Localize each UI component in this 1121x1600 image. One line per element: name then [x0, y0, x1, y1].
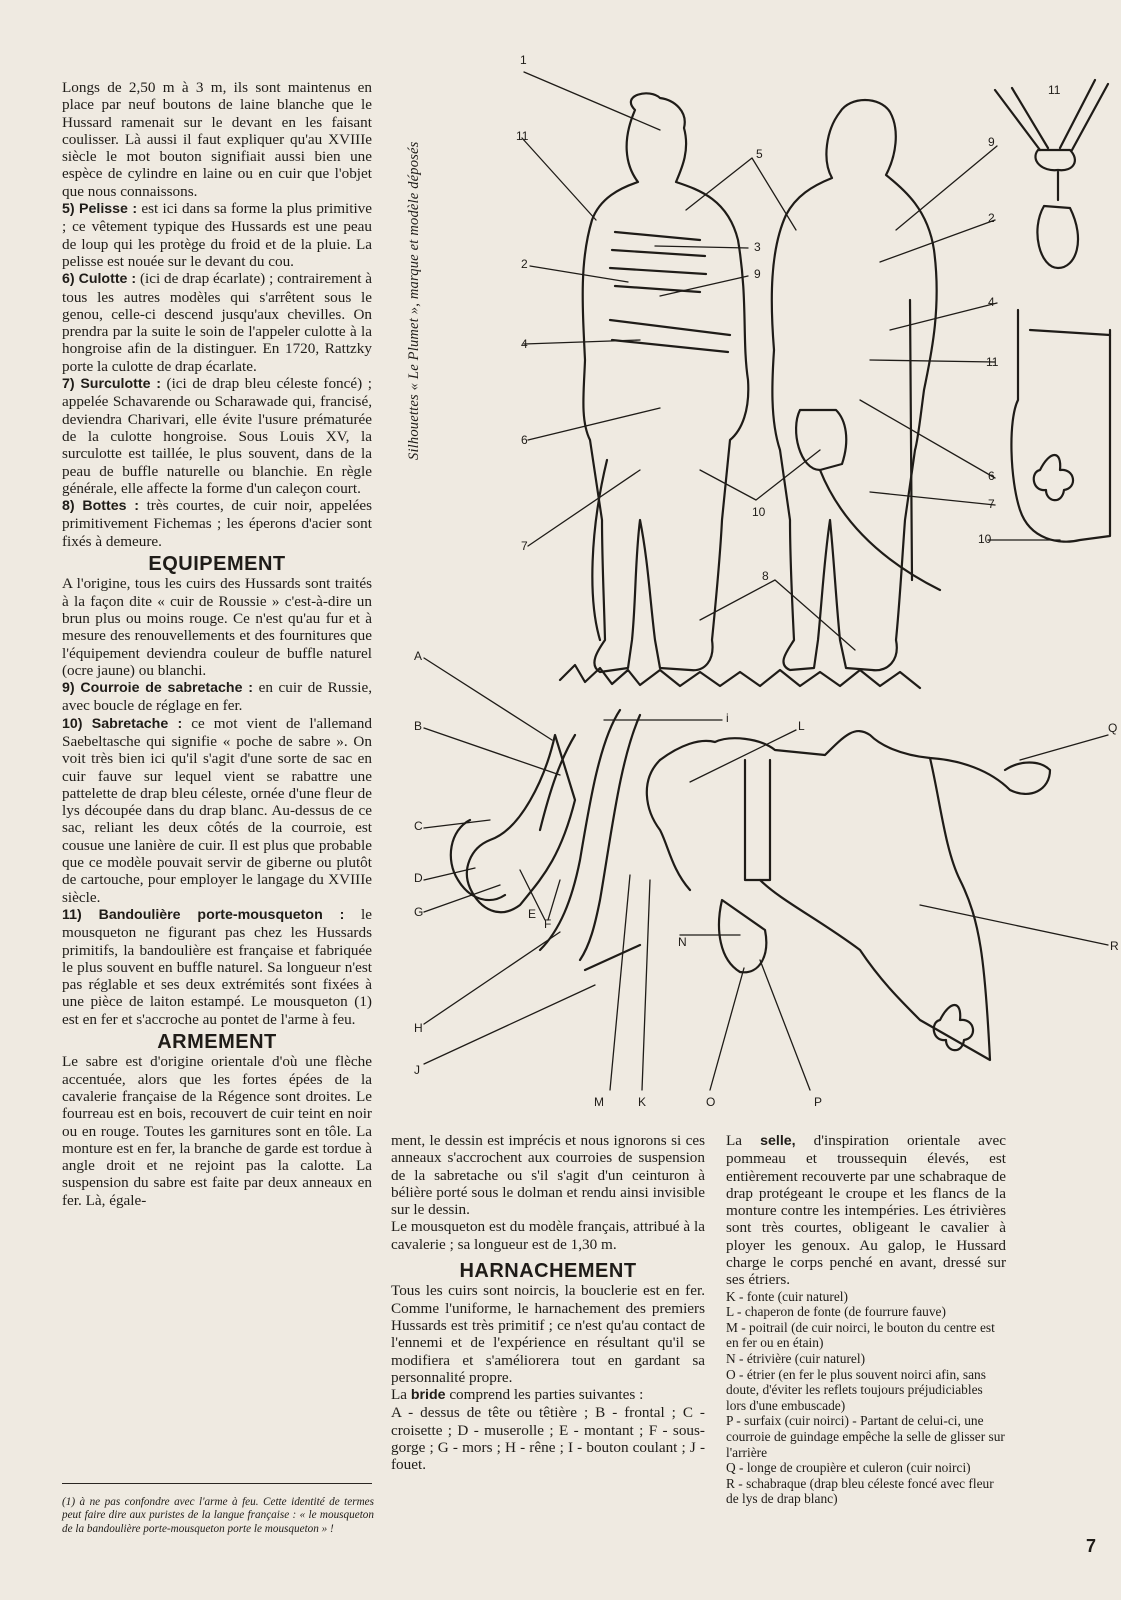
label-10-back: 10: [978, 532, 992, 546]
bride-intro: [391, 1386, 705, 1404]
item-7-text: (ici de drap bleu céleste foncé) ; appelée Schavarende ou Scharawade qui, francisé, deviendra Charivari, elle évite l'usure prématurée de la culotte hongroise. Sous Louis XV, la surculotte est taillée, le plus souvent, dans de la peau de buffle naturelle ou blanchie. En règle générale, elle affecte la forme d'un caleçon court.: [62, 375, 372, 497]
label-9-back: 9: [988, 135, 995, 149]
bandolier-detail: [995, 80, 1108, 268]
selle-paragraph: [726, 1132, 1006, 1289]
label-4: 4: [521, 337, 528, 351]
item-5-text: est ici dans sa forme la plus primitive ; ce vêtement typique des Hussards est une peau de loup qui les protège du froid et de la pluie. La pelisse est nouée sur le devant du cou.: [62, 200, 373, 270]
label-6: 6: [521, 433, 528, 447]
label-9: 9: [754, 267, 761, 281]
label-3: 3: [754, 240, 761, 254]
label-D: D: [414, 871, 423, 885]
label-N: N: [678, 935, 687, 949]
item-6-title: 6) Culotte :: [62, 271, 137, 288]
label-11: 11: [516, 129, 529, 143]
label-E: E: [528, 907, 537, 921]
label-8: 8: [762, 569, 769, 583]
label-7: 7: [521, 539, 528, 553]
middle-text-column: [391, 1132, 705, 1474]
label-O: O: [706, 1095, 716, 1109]
label-R: R: [1110, 939, 1119, 953]
selle-word: selle,: [760, 1133, 796, 1149]
item-10-title: 10) Sabretache :: [62, 715, 183, 732]
label-H: H: [414, 1021, 423, 1035]
label-2: 2: [521, 257, 528, 271]
harnachement-paragraph: Tous les cuirs sont noircis, la bouclerie est en fer. Comme l'uniforme, le harnachement des premiers Hussards est très primitif ; ce n'est qu'au contact de l'ennemi et de l'expérience en résultant qu'il se modifiera et s'améliorera tout en gardant sa personnalité propre.: [391, 1282, 705, 1386]
equipement-heading: EQUIPEMENT: [148, 553, 286, 576]
harnachement-heading: HARNACHEMENT: [459, 1260, 637, 1283]
item-6-text: (ici de drap écarlate) ; contrairement à tous les autres modèles qui s'arrêtent sous le genou, celle-ci descend jusqu'aux chevilles. On prendra par la suite le soin de l'appeler culotte à la hongroise afin de la distinguer. En 1720, Rattzky porte la culotte de drap écarlate.: [62, 270, 372, 375]
saddle-part: R - schabraque (drap bleu céleste foncé avec fleur de lys de drap blanc): [726, 1475, 994, 1507]
saddle-part: M - poitrail (de cuir noirci, le bouton du centre est en fer ou en étain): [726, 1319, 995, 1351]
item-9-title: 9) Courroie de sabretache :: [62, 680, 253, 697]
armement-continued: ment, le dessin est imprécis et nous ignorons si ces anneaux s'accrochent aux courroies de suspension de la sabretache ou s'il s'agit d'un ceinturon à bélière porté sous le dolman et rendu ainsi invisible sur le dessin.: [391, 1132, 705, 1219]
label-M: M: [594, 1095, 604, 1109]
saddle-part: O - étrier (en fer le plus souvent noirci afin, sans doute, d'éviter les reflets toujours préjudiciables lors d'une embuscade): [726, 1366, 986, 1413]
label-A: A: [414, 649, 423, 663]
saddle-part: L - chaperon de fonte (de fourrure fauve): [726, 1304, 946, 1320]
equipement-paragraph: A l'origine, tous les cuirs des Hussards sont traités à la façon dite « cuir de Roussie » c'est-à-dire un brun plus ou moins rouge. Ce n'est qu'au fur et à mesure des renouvellements et des fournitures que l'équipement deviendra couleur de buffle naturel (ocre jaune) ou blanchi.: [62, 575, 372, 679]
bride-parts: A - dessus de tête ou têtière ; B - frontal ; C - croisette ; D - muserolle ; E - montant ; F - sous-gorge ; G - mors ; H - rêne ; I - bouton coulant ; J - fouet.: [391, 1404, 705, 1474]
item-11-title: 11) Bandoulière porte-mousqueton :: [62, 906, 345, 923]
label-2-back: 2: [988, 211, 995, 225]
bride-intro-a: La: [391, 1386, 408, 1404]
item-8-title: 8) Bottes :: [62, 498, 139, 515]
label-L: L: [798, 719, 805, 733]
label-G: G: [414, 905, 424, 919]
selle-text: d'inspiration orientale avec pommeau et troussequin élevés, est entièrement recouverte par une schabraque de drap protégeant le croupe et les flancs de la monture contre les intempéries. Les étrivières sont très courtes, obligeant le cavalier à ployer les genoux. Au galop, le Hussard charge le corps penché en avant, dressé sur ses étriers.: [726, 1132, 1007, 1289]
label-11-detail: 11: [1048, 83, 1061, 97]
label-J: J: [414, 1063, 420, 1077]
bride-intro-b: comprend les parties suivantes :: [449, 1386, 644, 1404]
item-7-title: 7) Surculotte :: [62, 376, 161, 393]
label-1: 1: [520, 53, 527, 67]
item-5-title: 5) Pelisse :: [62, 201, 138, 218]
right-text-column: [726, 1132, 1006, 1507]
item-11-text: le mousqueton ne figurant pas chez les Hussards primitifs, la bandoulière est française et fabriquée le plus souvent en buffle naturel. Sa longueur n'est pas réglable et ses deux extrémités sont fixées à une pièce de laiton estampé. Le mousqueton (1) est en fer et s'accroche au pontet de l'arme à feu.: [62, 905, 372, 1028]
selle-intro-a: La: [726, 1132, 743, 1149]
intro-paragraph: Longs de 2,50 m à 3 m, ils sont maintenus en place par neuf boutons de laine blanche que le Hussard ramenait sur le devant en les faisant coulisser. Là aussi il faut expliquer qu'au XVIIIe siècle le mot bouton signifiait aussi bien une espèce de cylindre en laine ou en cuir que l'objet que nous connaissons.: [62, 79, 372, 200]
label-10: 10: [752, 505, 766, 519]
label-Q: Q: [1108, 721, 1118, 735]
item-8-text: très courtes, de cuir noir, appelées primitivement Fichemas ; les éperons d'acier sont fixés à demeure.: [62, 497, 372, 550]
label-7-back: 7: [988, 497, 995, 511]
item-9-text: en cuir de Russie, avec boucle de réglage en fer.: [62, 679, 372, 715]
label-4-back: 4: [988, 295, 995, 309]
label-F: F: [544, 917, 552, 931]
label-11-back: 11: [986, 355, 999, 369]
footnote: (1) à ne pas confondre avec l'arme à feu. Cette identité de termes peut faire dire aux puristes de la langue française : « le mousqueton de la bandoulière porte-mousqueton porte le mousqueton » !: [62, 1496, 374, 1535]
label-C: C: [414, 819, 423, 833]
page-number: 7: [1086, 1536, 1097, 1556]
label-K: K: [638, 1095, 647, 1109]
label-B: B: [414, 719, 423, 733]
saddle-part: K - fonte (cuir naturel): [726, 1288, 848, 1304]
credit-text: Silhouettes « Le Plumet », marque et modèle déposés: [406, 141, 422, 460]
hussar-back-figure: [772, 100, 940, 670]
mousqueton-paragraph: Le mousqueton est du modèle français, attribué à la cavalerie ; sa longueur est de 1,30 m.: [391, 1218, 705, 1253]
sabretache-shape: [796, 410, 846, 470]
armement-heading: ARMEMENT: [157, 1031, 277, 1054]
sabretache-detail: [1011, 310, 1110, 542]
saddle-drawing: [647, 731, 1050, 1060]
saddle-part: N - étrivière (cuir naturel): [726, 1351, 866, 1367]
footnote-rule: [62, 1483, 372, 1484]
bridle-drawing: [451, 710, 640, 970]
saddle-part: Q - longe de croupière et culeron (cuir noirci): [726, 1460, 971, 1476]
bride-word: bride: [410, 1387, 446, 1404]
label-5: 5: [756, 147, 763, 161]
armement-paragraph: Le sabre est d'origine orientale d'où une flèche accentuée, alors que les fortes épées de la cavalerie française de la Régence sont droites. Le fourreau est en bois, recouvert de cuir teint en noir ou en rouge. Toutes les garnitures sont en tôle. La monture est en fer, la branche de garde est tordue à angle droit et ne rejoint pas la calotte. La suspension du sabre est faite par deux anneaux en fer. Là, égale-: [62, 1053, 372, 1209]
item-10-text: ce mot vient de l'allemand Saebeltasche qui signifie « poche de sabre ». On voit très bien ici qu'il s'agit d'une sorte de sac en cuir fauve sur lequel vient se rabattre une pattelette de drap bleu céleste, ornée d'une fleur de lys découpée dans du drap blanc. Au-dessus de ce sac, reliant les deux côtés de la courroie, est cousue une lanière de cuir. Il est plus que probable que ce modèle pouvait servir de giberne ou plutôt de cartouche, pour employer le langage du XVIIIe siècle.: [62, 714, 372, 906]
label-6-back: 6: [988, 469, 995, 483]
saddle-part: P - surfaix (cuir noirci) - Partant de celui-ci, une courroie de guindage empêche la selle de glisser sur l'arrière: [726, 1413, 1005, 1460]
saddle-parts-list: [726, 1289, 1006, 1507]
label-i: i: [726, 711, 729, 725]
label-P: P: [814, 1095, 823, 1109]
